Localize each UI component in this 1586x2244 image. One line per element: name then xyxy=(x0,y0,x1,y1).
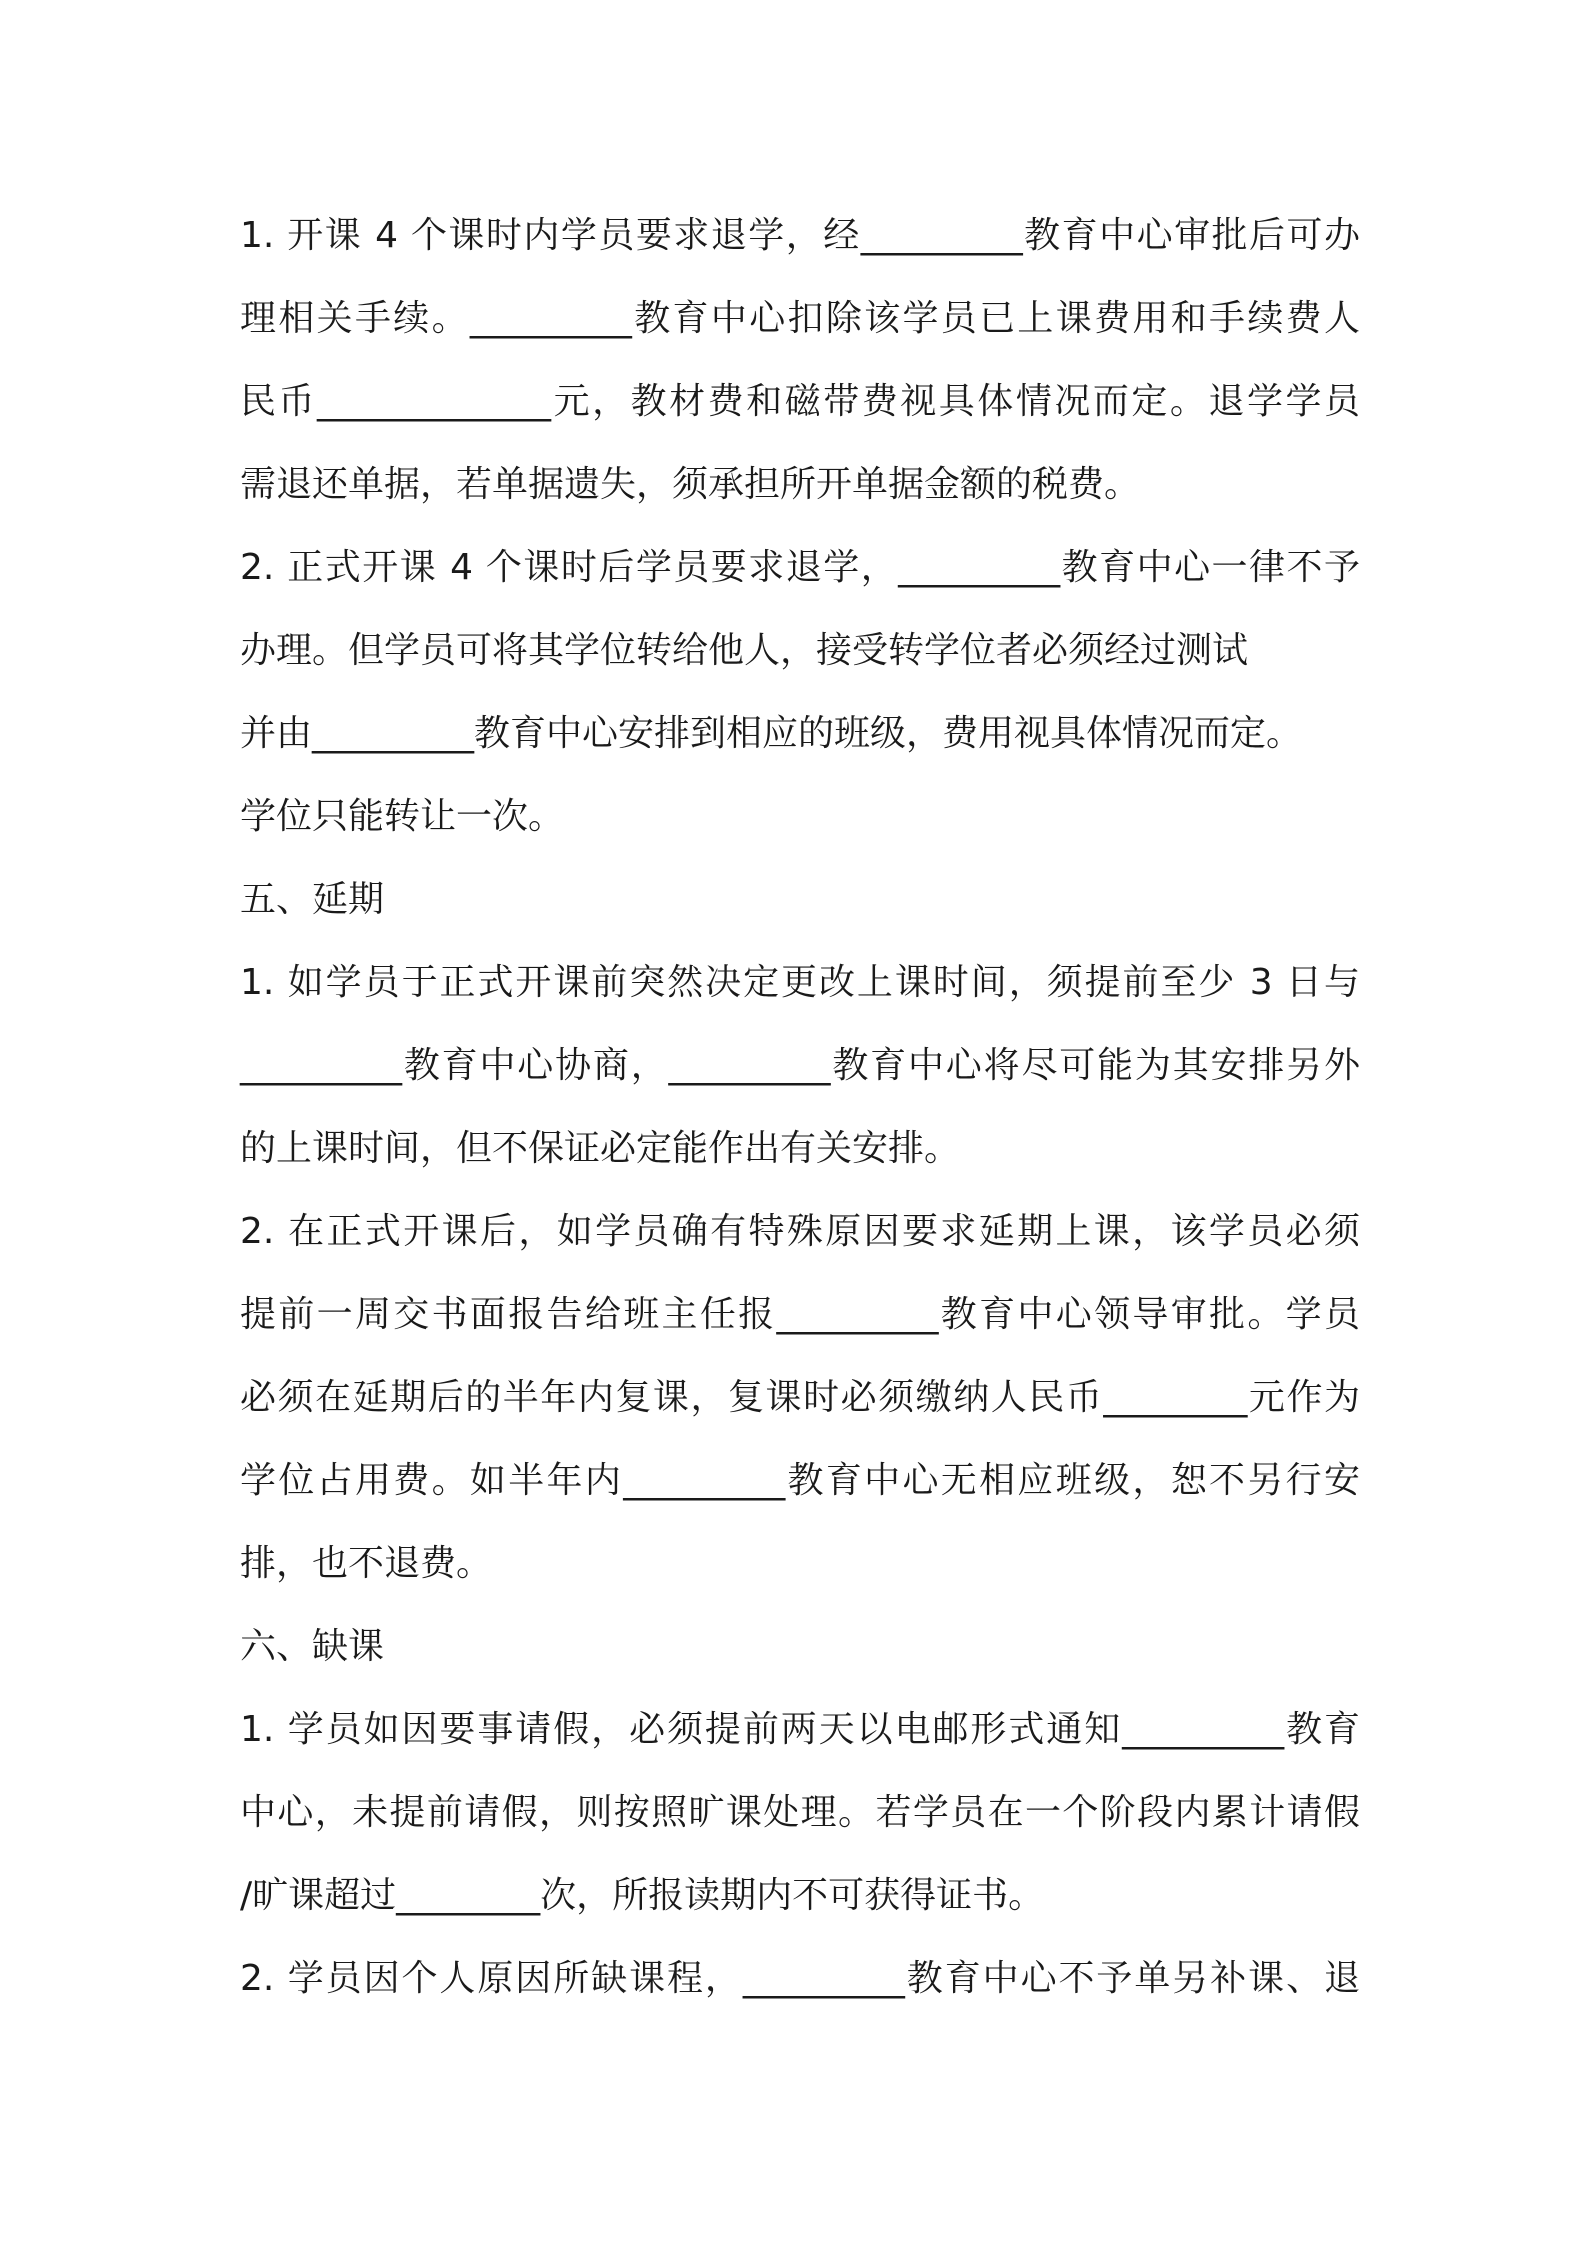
text-line: 并由_________教育中心安排到相应的班级，费用视具体情况而定。 xyxy=(240,713,1303,754)
text-line: 2. 正式开课 4 个课时后学员要求退学，_________教育中心一律不予 xyxy=(240,547,1360,588)
section-heading: 五、延期 xyxy=(240,879,385,920)
section-heading: 六、缺课 xyxy=(240,1626,385,1667)
text-line: 学位只能转让一次。 xyxy=(240,796,565,837)
text-line: 必须在延期后的半年内复课，复课时必须缴纳人民币________元作为 xyxy=(240,1377,1360,1418)
text-line: 学位占用费。如半年内_________教育中心无相应班级，恕不另行安 xyxy=(240,1460,1360,1501)
text-line: 提前一周交书面报告给班主任报_________教育中心领导审批。学员 xyxy=(240,1294,1360,1335)
text-line: 中心，未提前请假，则按照旷课处理。若学员在一个阶段内累计请假 xyxy=(240,1792,1360,1833)
text-line: 的上课时间，但不保证必定能作出有关安排。 xyxy=(240,1128,961,1169)
text-line: 1. 学员如因要事请假，必须提前两天以电邮形式通知_________教育 xyxy=(240,1709,1360,1750)
text-line: 1. 如学员于正式开课前突然决定更改上课时间，须提前至少 3 日与 xyxy=(240,962,1360,1003)
text-line: _________教育中心协商，_________教育中心将尽可能为其安排另外 xyxy=(240,1045,1360,1086)
text-line: /旷课超过________次，所报读期内不可获得证书。 xyxy=(240,1875,1045,1916)
text-line: 2. 在正式开课后，如学员确有特殊原因要求延期上课，该学员必须 xyxy=(240,1211,1360,1252)
document-body xyxy=(240,194,1360,2020)
text-line: 民币_____________元，教材费和磁带费视具体情况而定。退学学员 xyxy=(240,381,1360,422)
text-line: 需退还单据，若单据遗失，须承担所开单据金额的税费。 xyxy=(240,464,1141,505)
text-line: 理相关手续。_________教育中心扣除该学员已上课费用和手续费人 xyxy=(240,298,1360,339)
text-line: 1. 开课 4 个课时内学员要求退学，经_________教育中心审批后可办 xyxy=(240,215,1360,256)
text-line: 排，也不退费。 xyxy=(240,1543,493,1584)
text-line: 办理。但学员可将其学位转给他人，接受转学位者必须经过测试 xyxy=(240,630,1249,671)
text-line: 2. 学员因个人原因所缺课程，_________教育中心不予单另补课、退 xyxy=(240,1958,1360,1999)
